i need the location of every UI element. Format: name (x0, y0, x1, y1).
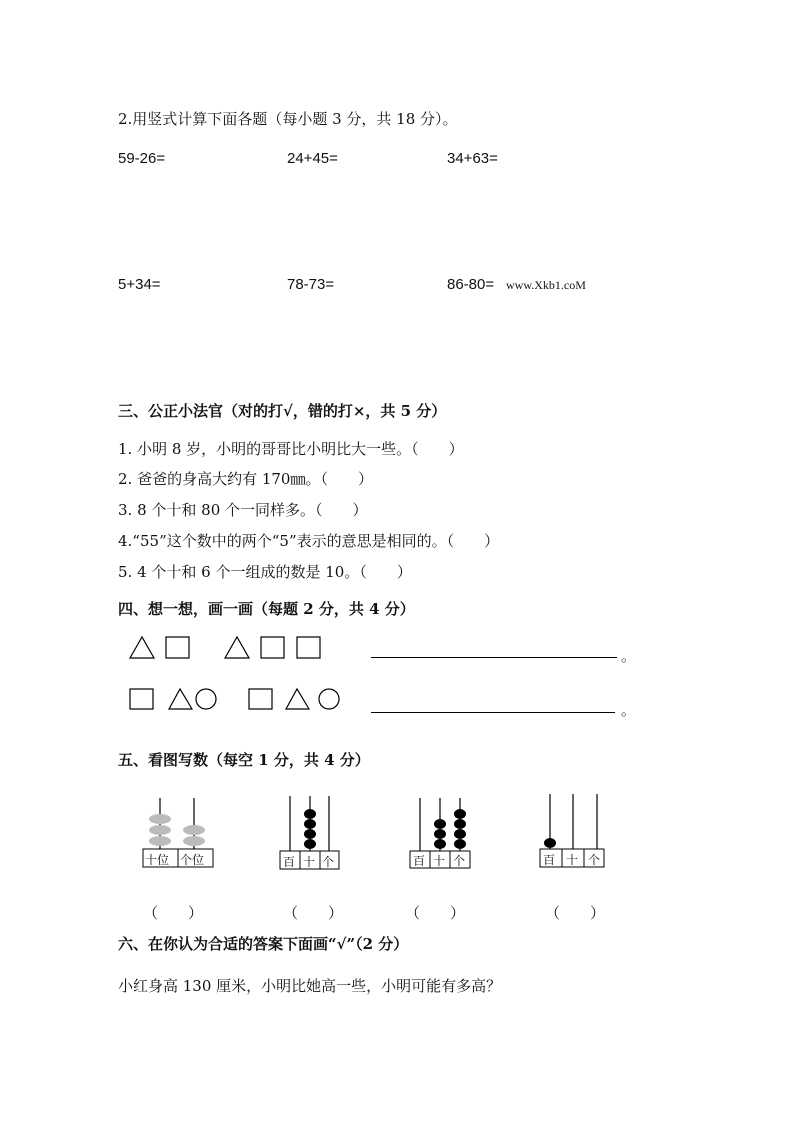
answer-blank-1[interactable]: （ ） (143, 904, 204, 922)
section4-title: 四、想一想，画一画（每题 2 分，共 4 分） (118, 600, 415, 618)
abacus3-label-hundreds: 百 (413, 854, 426, 868)
abacus1-label-tens: 十位 (145, 853, 170, 867)
problem-2: 24+45= (287, 150, 338, 167)
section6-title: 六、在你认为合适的答案下面画“√”（2 分） (118, 935, 409, 953)
abacus2-label-hundreds: 百 (283, 855, 296, 869)
row-end-2: 。 (621, 701, 637, 719)
abacus1-label-ones: 个位 (180, 853, 205, 867)
abacus4-label-tens: 十 (566, 853, 579, 867)
section3-title: 三、公正小法官（对的打√，错的打×，共 5 分） (118, 402, 447, 420)
abacus3-label-ones: 个 (453, 854, 466, 868)
problem-1: 59-26= (118, 150, 166, 167)
problem-6: 86-80= (447, 276, 495, 293)
problem-5: 78-73= (287, 276, 335, 293)
section6-question: 小红身高 130 厘米，小明比她高一些，小明可能有多高？ (118, 977, 502, 995)
answer-blank-4[interactable]: （ ） (545, 904, 606, 922)
judge-item-5: 5. 4 个十和 6 个一组成的数是 10。（ ） (118, 563, 412, 581)
problem-3: 34+63= (447, 150, 498, 167)
section5-title: 五、看图写数（每空 1 分，共 4 分） (118, 751, 370, 769)
abacus2-label-tens: 十 (303, 855, 316, 869)
watermark: www.Xkb1.coM (506, 278, 586, 292)
judge-item-1: 1. 小明 8 岁，小明的哥哥比小明比大一些。（ ） (118, 440, 464, 458)
answer-blank-2[interactable]: （ ） (283, 904, 344, 922)
problem-4: 5+34= (118, 276, 161, 293)
section2-title: 2.用竖式计算下面各题（每小题 3 分，共 18 分）。 (118, 110, 458, 128)
judge-item-2: 2. 爸爸的身高大约有 170㎜。（ ） (118, 470, 373, 488)
abacus4-label-ones: 个 (588, 853, 601, 867)
judge-item-4: 4.“55”这个数中的两个“5”表示的意思是相同的。（ ） (118, 532, 500, 550)
abacus4-label-hundreds: 百 (543, 853, 556, 867)
abacus2-label-ones: 个 (322, 855, 335, 869)
row-end-1: 。 (621, 647, 637, 665)
judge-item-3: 3. 8 个十和 80 个一同样多。（ ） (118, 501, 368, 519)
abacus3-label-tens: 十 (433, 854, 446, 868)
answer-blank-3[interactable]: （ ） (405, 904, 466, 922)
